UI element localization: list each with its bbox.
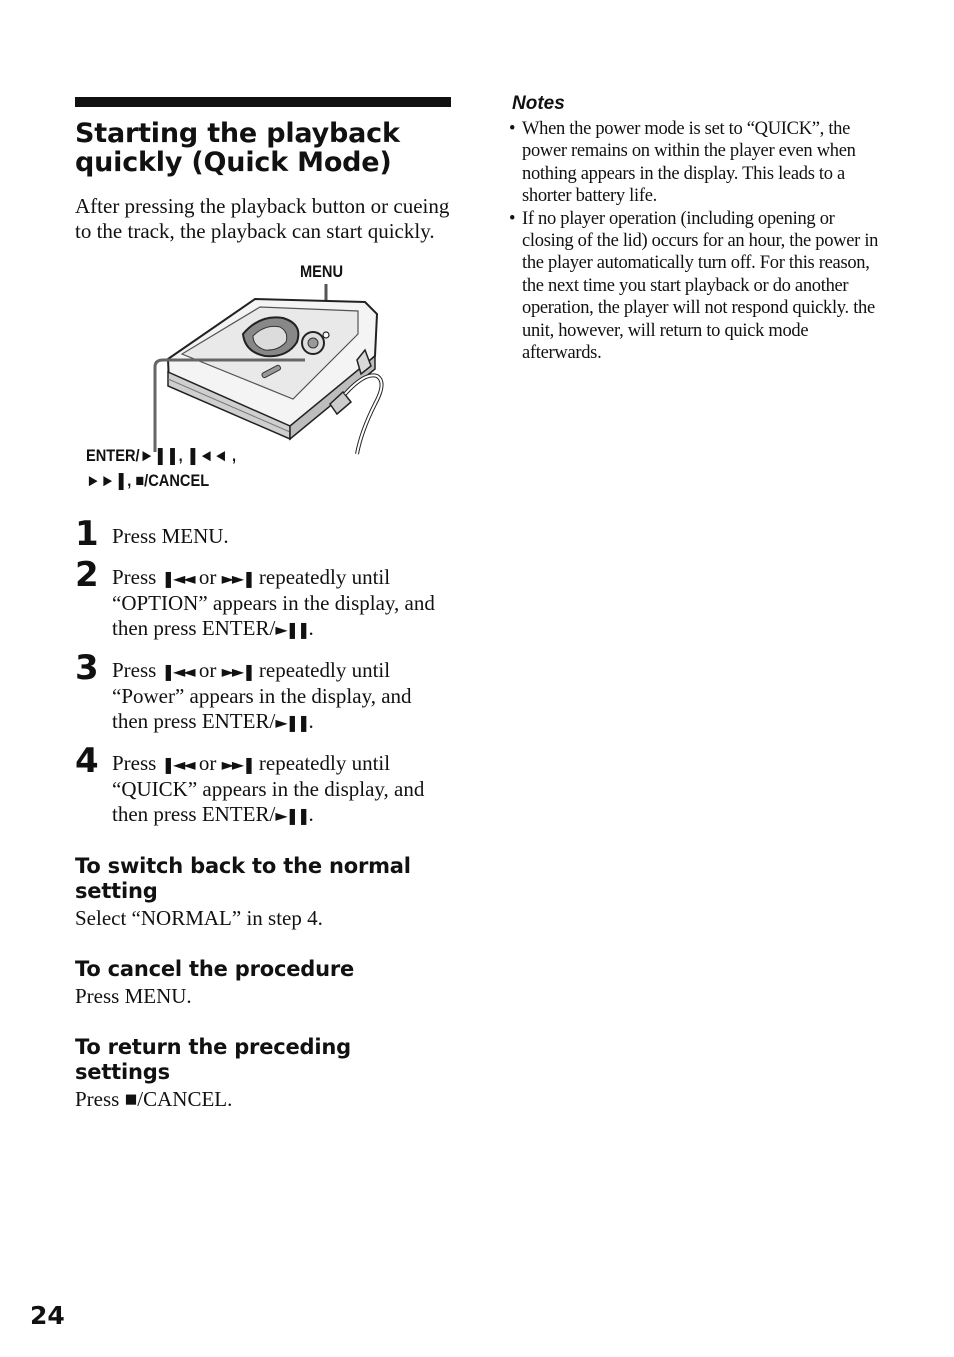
next-track-icon: ►►❚ (221, 755, 254, 774)
notes-title: Notes (512, 93, 565, 114)
note-item-1: • When the power mode is set to “QUICK”, the power remains on within the player even when nothing appears in the display. This leads to a shorter battery life. (509, 119, 856, 207)
step-2: 2 Press ❚◄◄ or ►►❚ repeatedly until “OPTION” appears in the display, and then press ENTER/►❚❚. (75, 555, 435, 640)
keys-label-line1: ENTER/►❚❚, ❚◄◄ , (86, 446, 237, 465)
subsection-heading: To switch back to the normal setting (75, 854, 411, 903)
menu-label: MENU (300, 262, 344, 281)
step-4: 4 Press ❚◄◄ or ►►❚ repeatedly until “QUICK” appears in the display, and then press ENTER/►❚❚. (75, 741, 425, 826)
play-pause-icon: ►❚❚ (275, 620, 309, 639)
next-track-icon: ►►❚ (221, 662, 254, 681)
subsection-return (75, 1035, 451, 1112)
page-number: 24 (30, 1301, 65, 1330)
play-pause-icon: ►❚❚ (275, 713, 309, 732)
step-text: Press MENU. (112, 524, 229, 548)
player-illustration (75, 254, 451, 504)
prev-track-icon: ❚◄◄ (161, 662, 194, 681)
step-number: 4 (75, 741, 99, 781)
prev-track-icon: ❚◄◄ (161, 569, 194, 588)
jog-button-center (308, 338, 318, 348)
subsection-cancel (75, 957, 451, 1009)
step-3: 3 Press ❚◄◄ or ►►❚ repeatedly until “Power” appears in the display, and then press ENTER/►❚❚. (75, 648, 412, 733)
prev-track-icon: ❚◄◄ (161, 755, 194, 774)
step-number: 2 (75, 555, 99, 595)
section-rule (75, 97, 451, 107)
section-title: Starting the playback quickly (Quick Mode) (75, 118, 400, 178)
subsection-body: Select “NORMAL” in step 4. (75, 906, 323, 930)
step-number: 1 (75, 514, 99, 554)
subsection-heading: To cancel the procedure (75, 957, 355, 981)
subsection-heading: To return the preceding settings (75, 1035, 351, 1084)
menu-button (323, 332, 329, 338)
subsection-normal-setting (75, 854, 451, 931)
intro-paragraph: After pressing the playback button or cueing to the track, the playback can start quickly. (75, 194, 450, 243)
keys-label-line2: ►►❚, ■/CANCEL (86, 471, 210, 490)
notes-column (509, 93, 889, 364)
bullet-icon: • (509, 208, 516, 229)
md-player-drawing (75, 254, 451, 504)
play-pause-icon: ►❚❚ (275, 806, 309, 825)
note-item-2: • If no player operation (including opening or closing of the lid) occurs for an hour, the power in the player automatically turn off. For this reason, the next time you start playback or do another operation, the player will not respond quickly. the unit, however, will return to quick mode afterwards. (509, 208, 879, 364)
headphone-cable-inner (345, 375, 382, 454)
steps-list (75, 514, 451, 828)
next-track-icon: ►►❚ (221, 569, 254, 588)
bullet-icon: • (509, 119, 516, 139)
step-1 (75, 514, 451, 554)
step-number: 3 (75, 648, 99, 688)
subsection-body: Press ■/CANCEL. (75, 1087, 233, 1111)
main-column (75, 97, 451, 1112)
stop-icon: ■ (124, 1087, 138, 1111)
subsection-body: Press MENU. (75, 984, 192, 1008)
